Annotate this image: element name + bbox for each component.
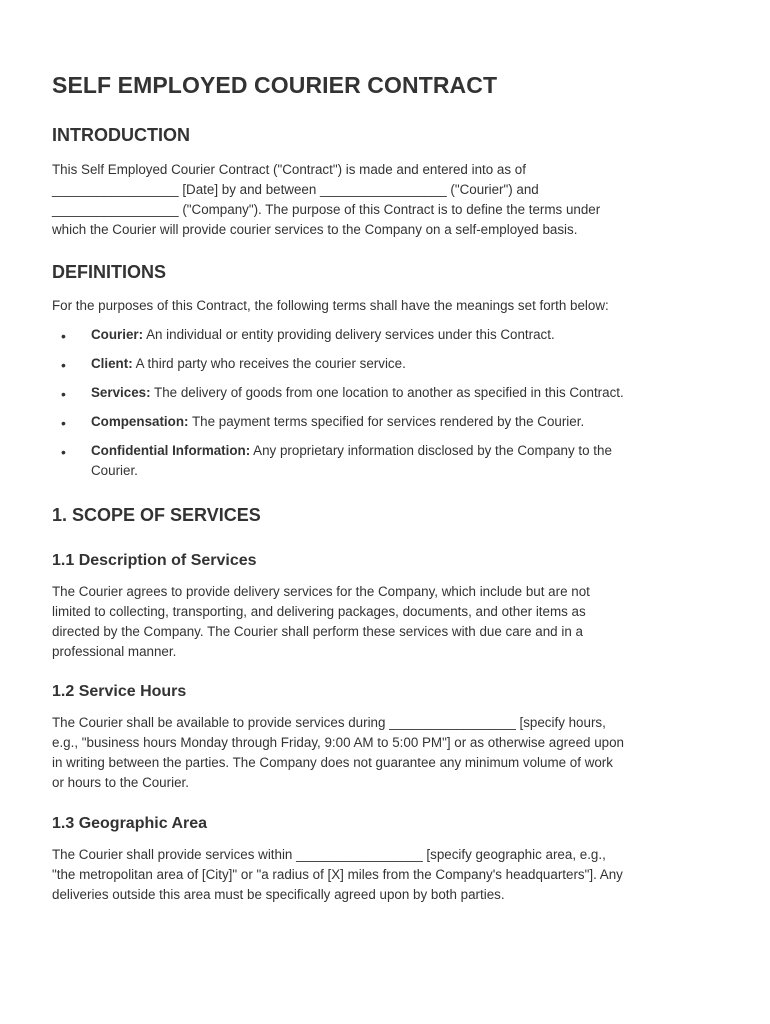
introduction-heading: INTRODUCTION	[52, 125, 190, 145]
document-title: SELF EMPLOYED COURIER CONTRACT	[52, 72, 498, 98]
service-hours-heading: 1.2 Service Hours	[52, 683, 187, 700]
definition-text: A third party who receives the courier service.	[132, 356, 406, 371]
definition-term: Confidential Information:	[91, 443, 251, 458]
bullet-icon: •	[61, 386, 66, 402]
definition-text: An individual or entity providing delivery services under this Contract.	[143, 327, 555, 342]
paragraph-line: The Courier shall provide services within _________________ [specify geographic area, e.g.,	[52, 847, 606, 862]
service-hours-paragraph	[52, 713, 720, 793]
description-paragraph	[52, 582, 720, 662]
geographic-area-heading: 1.3 Geographic Area	[52, 815, 208, 832]
paragraph-line: "the metropolitan area of [City]" or "a radius of [X] miles from the Company's headquarters"]. Any	[52, 867, 623, 882]
paragraph-line: professional manner.	[52, 644, 177, 659]
paragraph-line: The Courier shall be available to provide services during _________________ [specify hours,	[52, 715, 606, 730]
bullet-icon: •	[61, 444, 66, 460]
scope-heading: 1. SCOPE OF SERVICES	[52, 505, 261, 525]
geographic-area-paragraph	[52, 845, 720, 905]
definition-text: Any proprietary information disclosed by the Company to the	[250, 443, 612, 458]
definitions-heading: DEFINITIONS	[52, 262, 167, 282]
introduction-paragraph	[52, 160, 720, 240]
paragraph-line: directed by the Company. The Courier shall perform these services with due care and in a	[52, 624, 583, 639]
paragraph-line: e.g., "business hours Monday through Friday, 9:00 AM to 5:00 PM"] or as otherwise agreed upon	[52, 735, 624, 750]
definition-text: The delivery of goods from one location to another as specified in this Contract.	[150, 385, 624, 400]
definition-text-continued: Courier.	[91, 463, 138, 478]
paragraph-line: This Self Employed Courier Contract ("Contract") is made and entered into as of	[52, 162, 526, 177]
bullet-icon: •	[61, 328, 66, 344]
definition-term: Client:	[91, 356, 133, 371]
paragraph-line: The Courier agrees to provide delivery services for the Company, which include but are not	[52, 584, 590, 599]
paragraph-line: in writing between the parties. The Company does not guarantee any minimum volume of work	[52, 755, 613, 770]
description-heading: 1.1 Description of Services	[52, 552, 257, 569]
definition-term: Courier:	[91, 327, 144, 342]
bullet-icon: •	[61, 357, 66, 373]
paragraph-line: deliveries outside this area must be specifically agreed upon by both parties.	[52, 887, 505, 902]
paragraph-line: _________________ ("Company"). The purpose of this Contract is to define the terms under	[52, 202, 601, 217]
definitions-intro: For the purposes of this Contract, the following terms shall have the meanings set forth below:	[52, 298, 609, 313]
bullet-icon: •	[61, 415, 66, 431]
paragraph-line: or hours to the Courier.	[52, 775, 189, 790]
paragraph-line: limited to collecting, transporting, and delivering packages, documents, and other items as	[52, 604, 586, 619]
paragraph-line: _________________ [Date] by and between _________________ ("Courier") and	[52, 182, 539, 197]
paragraph-line: which the Courier will provide courier services to the Company on a self-employed basis.	[52, 222, 578, 237]
definition-term: Services:	[91, 385, 151, 400]
definition-term: Compensation:	[91, 414, 189, 429]
definition-text: The payment terms specified for services rendered by the Courier.	[188, 414, 585, 429]
